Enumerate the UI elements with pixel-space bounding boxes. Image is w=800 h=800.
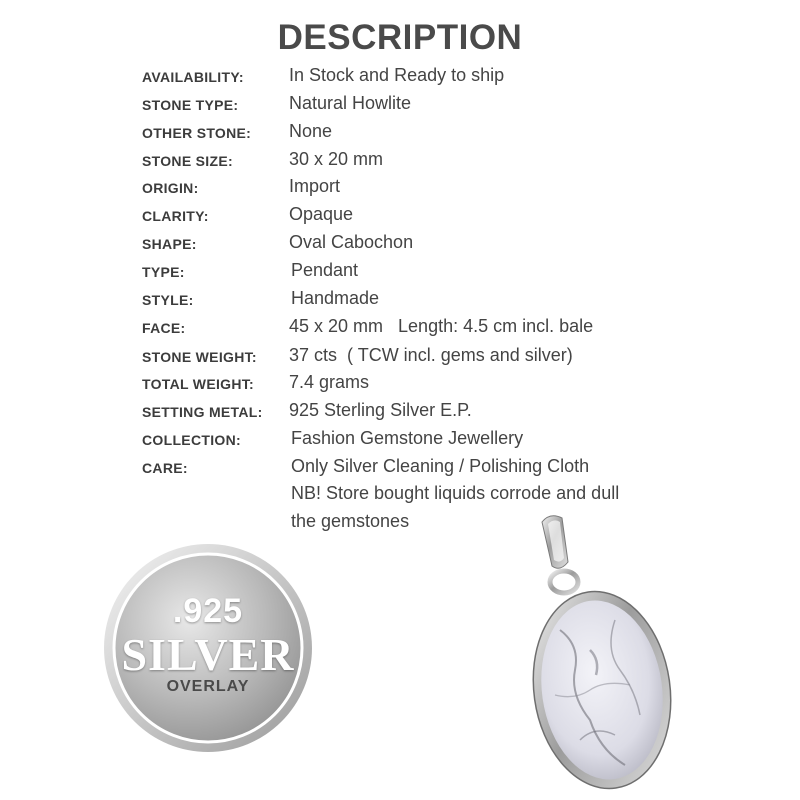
- spec-row-type: [0, 257, 800, 285]
- spec-row-shape: [0, 229, 800, 257]
- spec-label: CLARITY:: [142, 208, 209, 224]
- spec-label: TYPE:: [142, 264, 185, 280]
- spec-row-total-weight: [0, 369, 800, 397]
- spec-row-stone-weight: [0, 342, 800, 370]
- spec-value: 7.4 grams: [289, 372, 370, 392]
- spec-label: TOTAL WEIGHT:: [142, 376, 255, 392]
- spec-row-other-stone: [0, 118, 800, 146]
- spec-label: CARE:: [142, 460, 188, 476]
- spec-row-style: [0, 285, 800, 313]
- howlite-pendant-image: [520, 510, 680, 795]
- spec-value: 925 Sterling Silver E.P.: [289, 400, 472, 420]
- spec-label: STONE WEIGHT:: [142, 349, 257, 365]
- spec-value: 37 cts ( TCW incl. gems and silver): [289, 345, 573, 365]
- spec-row-collection: [0, 425, 800, 453]
- spec-row-care: [0, 453, 800, 481]
- care-note-line: NB! Store bought liquids corrode and dull: [291, 483, 620, 503]
- spec-row-stone-size: [0, 146, 800, 174]
- spec-label: STONE TYPE:: [142, 97, 239, 113]
- spec-label: ORIGIN:: [142, 180, 199, 196]
- spec-label: FACE:: [142, 320, 186, 336]
- spec-value: 30 x 20 mm: [289, 149, 384, 169]
- spec-value: Oval Cabochon: [289, 232, 414, 252]
- spec-value: Handmade: [291, 288, 380, 308]
- badge-silver-text: SILVER: [121, 629, 295, 680]
- spec-value: Only Silver Cleaning / Polishing Cloth: [291, 456, 590, 476]
- spec-value: Pendant: [291, 260, 359, 280]
- silver-overlay-badge: [102, 542, 314, 754]
- page-title: DESCRIPTION: [277, 18, 523, 57]
- spec-label: AVAILABILITY:: [142, 69, 244, 85]
- spec-value: Import: [289, 176, 341, 196]
- spec-row-availability: [0, 62, 800, 90]
- pendant-icon: [520, 510, 680, 795]
- spec-label: SETTING METAL:: [142, 404, 263, 420]
- spec-value: None: [289, 121, 333, 141]
- spec-label: STYLE:: [142, 292, 194, 308]
- spec-value: In Stock and Ready to ship: [289, 65, 505, 85]
- badge-overlay-text: OVERLAY: [166, 678, 250, 695]
- spec-row-face: [0, 313, 800, 341]
- spec-value: Opaque: [289, 204, 354, 224]
- spec-row-origin: [0, 173, 800, 201]
- care-note-line: the gemstones: [291, 511, 410, 531]
- spec-row-clarity: [0, 201, 800, 229]
- spec-label: SHAPE:: [142, 236, 197, 252]
- spec-label: STONE SIZE:: [142, 153, 233, 169]
- spec-row-stone-type: [0, 90, 800, 118]
- spec-value: 45 x 20 mm Length: 4.5 cm incl. bale: [289, 316, 594, 336]
- badge-925-text: .925: [172, 592, 244, 630]
- spec-row-setting-metal: [0, 397, 800, 425]
- spec-value: Fashion Gemstone Jewellery: [291, 428, 524, 448]
- spec-label: COLLECTION:: [142, 432, 241, 448]
- spec-value: Natural Howlite: [289, 93, 412, 113]
- spec-label: OTHER STONE:: [142, 125, 252, 141]
